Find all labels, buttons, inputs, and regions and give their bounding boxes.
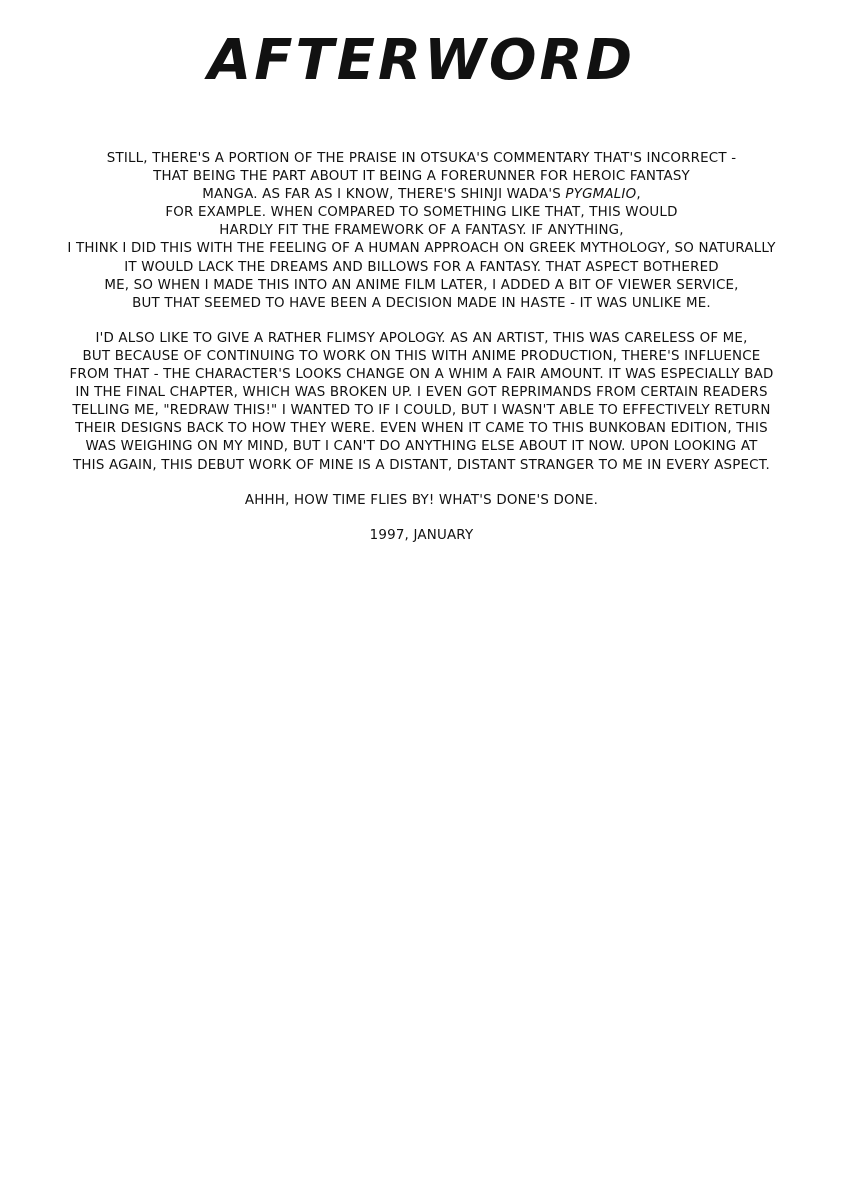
text-line: I THINK I DID THIS WITH THE FEELING OF A HUMAN APPROACH ON GREEK MYTHOLOGY, SO NATURALLY <box>67 241 776 257</box>
afterword-body <box>20 150 823 545</box>
paragraph-praise <box>20 150 823 313</box>
text-line: BUT BECAUSE OF CONTINUING TO WORK ON THIS WITH ANIME PRODUCTION, THERE'S INFLUENCE <box>82 348 761 364</box>
page-title: AFTERWORD <box>207 28 636 93</box>
text-line: THIS AGAIN, THIS DEBUT WORK OF MINE IS A DISTANT, DISTANT STRANGER TO ME IN EVERY ASPECT. <box>73 457 770 473</box>
text-line-segment: MANGA. AS FAR AS I KNOW, THERE'S SHINJI WADA'S <box>202 187 566 203</box>
signoff-line: AHHH, HOW TIME FLIES BY! WHAT'S DONE'S DONE. <box>244 492 599 508</box>
text-line: WAS WEIGHING ON MY MIND, BUT I CAN'T DO ANYTHING ELSE ABOUT IT NOW. UPON LOOKING AT <box>85 439 758 455</box>
date-line: 1997, JANUARY <box>369 527 474 543</box>
text-line-segment: , <box>636 187 641 203</box>
text-line: THEIR DESIGNS BACK TO HOW THEY WERE. EVEN WHEN IT CAME TO THIS BUNKOBAN EDITION, THIS <box>75 421 768 437</box>
text-line: FROM THAT - THE CHARACTER'S LOOKS CHANGE ON A WHIM A FAIR AMOUNT. IT WAS ESPECIALLY BAD <box>69 367 774 383</box>
book-title-reference: PYGMALIO <box>565 187 637 203</box>
text-line: STILL, THERE'S A PORTION OF THE PRAISE IN OTSUKA'S COMMENTARY THAT'S INCORRECT - <box>106 151 737 166</box>
text-line: I'D ALSO LIKE TO GIVE A RATHER FLIMSY APOLOGY. AS AN ARTIST, THIS WAS CARELESS OF ME, <box>95 330 748 346</box>
text-line: TELLING ME, "REDRAW THIS!" I WANTED TO IF I COULD, BUT I WASN'T ABLE TO EFFECTIVELY RETURN <box>72 403 771 419</box>
text-line: IT WOULD LACK THE DREAMS AND BILLOWS FOR A FANTASY. THAT ASPECT BOTHERED <box>124 259 719 275</box>
text-line: HARDLY FIT THE FRAMEWORK OF A FANTASY. IF ANYTHING, <box>219 223 624 239</box>
text-line: FOR EXAMPLE. WHEN COMPARED TO SOMETHING LIKE THAT, THIS WOULD <box>165 205 678 221</box>
paragraph-apology <box>20 330 823 475</box>
text-line: ME, SO WHEN I MADE THIS INTO AN ANIME FILM LATER, I ADDED A BIT OF VIEWER SERVICE, <box>104 277 739 293</box>
text-line: IN THE FINAL CHAPTER, WHICH WAS BROKEN UP. I EVEN GOT REPRIMANDS FROM CERTAIN READERS <box>75 385 768 401</box>
text-line: THAT BEING THE PART ABOUT IT BEING A FORERUNNER FOR HEROIC FANTASY <box>153 169 690 185</box>
text-line: BUT THAT SEEMED TO HAVE BEEN A DECISION MADE IN HASTE - IT WAS UNLIKE ME. <box>132 295 711 311</box>
text-line <box>20 186 823 204</box>
